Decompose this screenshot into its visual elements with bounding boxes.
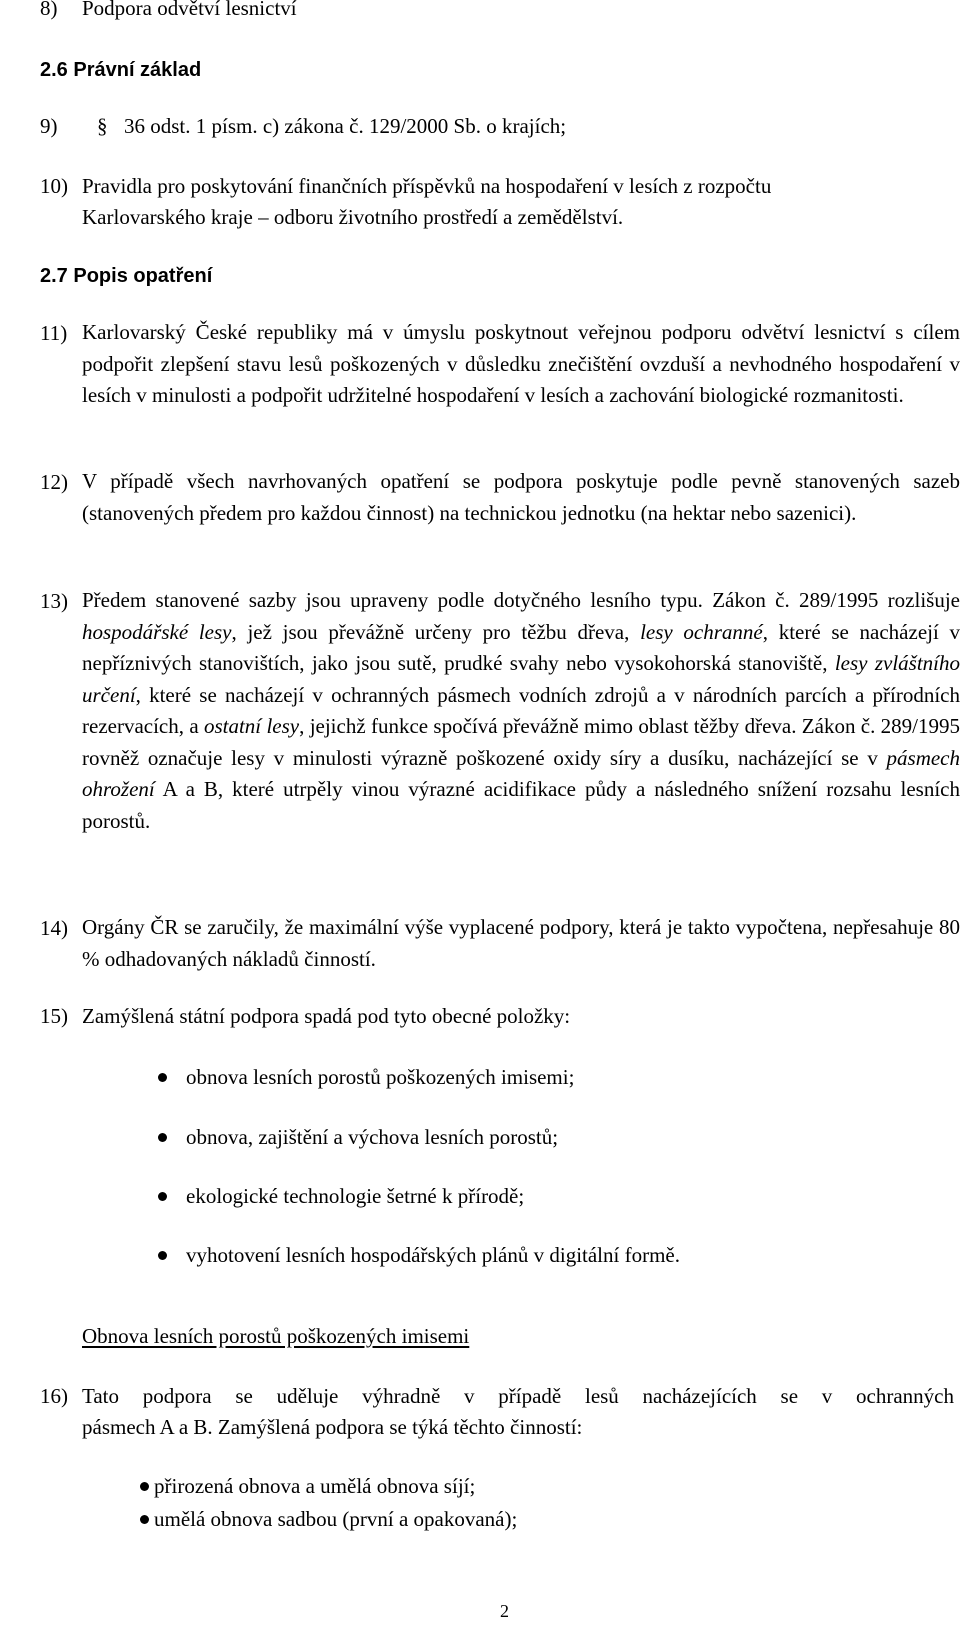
item-10-number: 10) (40, 174, 68, 198)
item-10-line-1: Pravidla pro poskytování finančních příspěvků na hospodaření v lesích z rozpočtu (82, 174, 772, 198)
page-number: 2 (500, 1601, 509, 1621)
bullet-icon (140, 1515, 149, 1524)
term-pasmech-ohrozeni: pásmech ohrožení (82, 745, 960, 801)
item-14-number: 14) (40, 916, 68, 940)
section-2-6-heading: 2.6 Právní základ (40, 59, 202, 81)
section-2-7-heading: 2.7 Popis opatření (40, 265, 213, 287)
item-13-number: 13) (40, 589, 68, 613)
item-16-line-2: pásmech A a B. Zamýšlená podpora se týká těchto činností: (82, 1415, 583, 1439)
section-symbol: § (97, 114, 108, 138)
bullet-icon (158, 1192, 167, 1201)
item-12-paragraph: V případě všech navrhovaných opatření se podpora poskytuje podle pevně stanovených sazeb (stanovených předem pro každou činnost) na technickou jednotku (na hektar nebo sazenici). (82, 469, 960, 525)
item-11-paragraph: Karlovarský České republiky má v úmyslu poskytnout veřejnou podporu odvětví lesnictví s cílem podpořit zlepšení stavu lesů poškozených v důsledku znečištění ovzduší a nevhodného hospodaření v lesích v minulosti a podpořit udržitelné hospodaření v lesích a zachování biologické rozmanitosti. (82, 320, 960, 407)
item-11-number: 11) (40, 321, 68, 345)
item-8-text: Podpora odvětví lesnictví (82, 0, 297, 20)
item-16-number: 16) (40, 1384, 68, 1408)
item-13-paragraph: Předem stanovené sazby jsou upraveny podle dotyčného lesního typu. Zákon č. 289/1995 rozlišuje hospodářské lesy, jež jsou převážně určeny pro těžbu dřeva, lesy ochranné, které se nacházejí v nepříznivých stanovištích, jako jsou sutě, prudké svahy nebo vysokohorská stanoviště, lesy zvláštního určení, které se nacházejí v ochranných pásmech vodních zdrojů a v národních parcích a přírodních rezervacích, a ostatní lesy, jejichž funkce spočívá převážně mimo oblast těžby dřeva. Zákon č. 289/1995 rovněž označuje lesy v minulosti výrazně poškozené oxidy síry a dusíku, nacházející se v pásmech ohrožení A a B, které utrpěly vinou výrazné acidifikace půdy a následného snížení rozsahu lesních porostů. (82, 588, 960, 833)
list-item: obnova, zajištění a výchova lesních porostů; (158, 1123, 167, 1151)
bullet-icon (158, 1133, 167, 1142)
bullet-icon (158, 1073, 167, 1082)
item-12-number: 12) (40, 470, 68, 494)
bullet-icon (140, 1482, 149, 1491)
list-item: ekologické technologie šetrné k přírodě; (158, 1182, 167, 1210)
item-8-number: 8) (40, 0, 58, 20)
list-item: umělá obnova sadbou (první a opakovaná); (140, 1505, 149, 1533)
term-lesy-ochranne: lesy ochranné (640, 619, 763, 644)
bullet-icon (158, 1251, 167, 1260)
item-15-text: Zamýšlená státní podpora spadá pod tyto obecné položky: (82, 1004, 571, 1028)
item-16-line-1: Tato podpora se uděluje výhradně v případě lesů nacházejících se v ochranných (82, 1384, 954, 1408)
item-15-number: 15) (40, 1004, 68, 1028)
list-item: přirozená obnova a umělá obnova síjí; (140, 1472, 149, 1500)
list-item: obnova lesních porostů poškozených imisemi; (158, 1063, 167, 1091)
term-hospodarske-lesy: hospodářské lesy (82, 619, 232, 644)
item-14-paragraph: Orgány ČR se zaručily, že maximální výše vyplacené podpory, která je takto vypočtena, nepřesahuje 80 % odhadovaných nákladů činností. (82, 915, 960, 971)
subheading-obnova: Obnova lesních porostů poškozených imisemi (82, 1324, 470, 1348)
item-10-line-2: Karlovarského kraje – odboru životního prostředí a zemědělství. (82, 205, 624, 229)
list-item: vyhotovení lesních hospodářských plánů v digitální formě. (158, 1241, 167, 1269)
term-ostatni-lesy: ostatní lesy (203, 714, 300, 738)
term-lesy-zvlastniho-urceni: lesy zvláštního určení (82, 651, 960, 707)
item-9-number: 9) (40, 114, 58, 138)
item-9-text: 36 odst. 1 písm. c) zákona č. 129/2000 Sb. o krajích; (124, 114, 567, 138)
